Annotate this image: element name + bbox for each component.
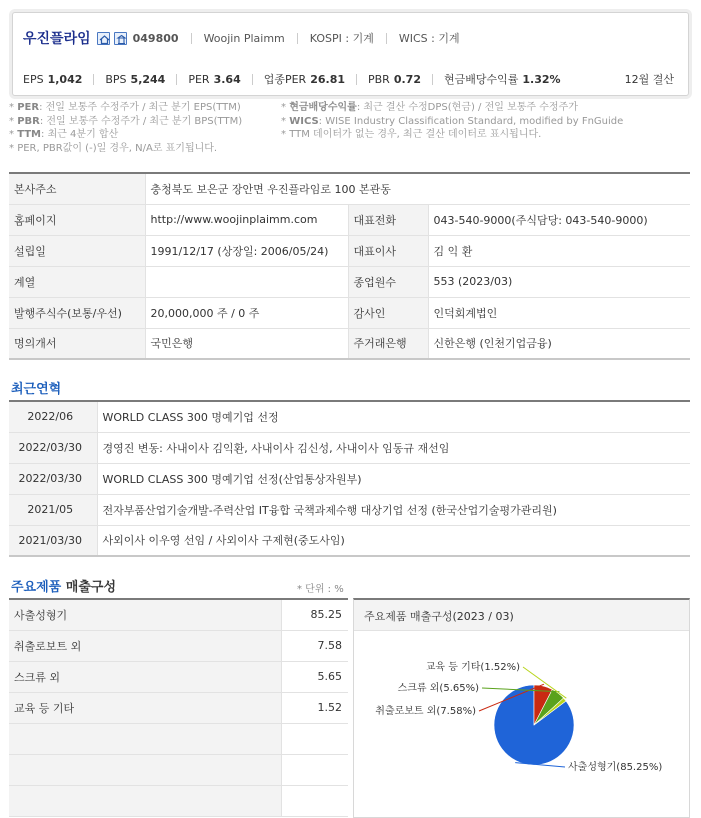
main-bank-label: 주거래은행 bbox=[348, 328, 428, 359]
divider bbox=[191, 33, 192, 44]
address-value: 충청북도 보은군 장안면 우진플라임로 100 본관동 bbox=[145, 173, 690, 204]
product-name bbox=[9, 785, 281, 816]
unit-note: * 단위 : % bbox=[297, 584, 344, 595]
founded-value: 1991/12/17 (상장일: 2006/05/24) bbox=[145, 235, 348, 266]
homepage-link[interactable]: http://www.woojinplaimm.com bbox=[145, 204, 348, 235]
building-icon[interactable] bbox=[114, 32, 127, 45]
table-row bbox=[9, 754, 348, 785]
table-row bbox=[9, 494, 690, 525]
table-row bbox=[9, 785, 348, 816]
history-date: 2022/06 bbox=[9, 401, 97, 432]
market-sector: KOSPI : 기계 bbox=[309, 32, 374, 45]
table-row bbox=[9, 630, 348, 661]
table-row bbox=[9, 328, 690, 359]
table-row bbox=[9, 692, 348, 723]
product-name: 스크류 외 bbox=[9, 661, 281, 692]
history-date: 2021/05 bbox=[9, 494, 97, 525]
table-row bbox=[9, 401, 690, 432]
history-date: 2022/03/30 bbox=[9, 463, 97, 494]
note-ttm: * TTM: 최근 4분기 합산 bbox=[9, 129, 119, 141]
footnotes-right bbox=[281, 101, 623, 142]
table-row bbox=[9, 599, 348, 630]
home-icon[interactable] bbox=[97, 32, 110, 45]
product-share bbox=[281, 723, 348, 754]
history-desc: 전자부품산업기술개발-주력산업 IT융합 국책과제수행 대상기업 선정 (한국산업기술평가관리원) bbox=[97, 494, 690, 525]
main-bank-value: 신한은행 (인천기업금융) bbox=[428, 328, 690, 359]
ceo-value: 김 익 환 bbox=[428, 235, 690, 266]
sales-pie-chart bbox=[354, 633, 689, 818]
auditor-label: 감사인 bbox=[348, 297, 428, 328]
table-row bbox=[9, 297, 690, 328]
note-dividend: * 현금배당수익률: 최근 결산 수정DPS(현금) / 전일 보통주 수정주가 bbox=[281, 102, 578, 113]
shares-label: 발행주식수(보통/우선) bbox=[9, 297, 145, 328]
employees-label: 종업원수 bbox=[348, 266, 428, 297]
company-name: 우진플라임 bbox=[23, 31, 91, 47]
note-negative: * PER, PBR값이 (-)일 경우, N/A로 표기됩니다. bbox=[9, 142, 218, 154]
history-table bbox=[9, 400, 690, 557]
company-header-card bbox=[12, 12, 689, 96]
products-title: 주요제품 매출구성 bbox=[11, 580, 116, 595]
product-name bbox=[9, 723, 281, 754]
history-date: 2022/03/30 bbox=[9, 432, 97, 463]
phone-value: 043-540-9000(주식담당: 043-540-9000) bbox=[428, 204, 690, 235]
company-title-row bbox=[23, 27, 460, 49]
wics-sector: WICS : 기계 bbox=[398, 32, 460, 45]
transfer-agent-label: 명의개서 bbox=[9, 328, 145, 359]
pie-label-2: 스크류 외(5.65%) bbox=[397, 683, 479, 694]
phone-label: 대표전화 bbox=[348, 204, 428, 235]
product-share: 1.52 bbox=[281, 692, 348, 723]
products-table bbox=[9, 598, 348, 817]
product-share: 5.65 bbox=[281, 661, 348, 692]
history-title: 최근연혁 bbox=[11, 382, 62, 397]
settlement-month: 12월 결산 bbox=[624, 73, 674, 86]
table-row bbox=[9, 432, 690, 463]
table-row bbox=[9, 266, 690, 297]
table-row bbox=[9, 661, 348, 692]
product-name: 사출성형기 bbox=[9, 599, 281, 630]
table-row bbox=[9, 525, 690, 556]
pie-label-1: 취출로보트 외(7.58%) bbox=[375, 706, 476, 717]
history-desc: WORLD CLASS 300 명예기업 선정(산업통상자원부) bbox=[97, 463, 690, 494]
product-share bbox=[281, 785, 348, 816]
metrics-row bbox=[23, 71, 561, 87]
company-info-table bbox=[9, 172, 690, 360]
stock-code: 049800 bbox=[132, 31, 179, 45]
homepage-label: 홈페이지 bbox=[9, 204, 145, 235]
history-date: 2021/03/30 bbox=[9, 525, 97, 556]
note-wics: * WICS: WISE Industry Classification Standard, modified by FnGuide bbox=[281, 115, 624, 127]
note-ttm-missing: * TTM 데이터가 없는 경우, 최근 결산 데이터로 표시됩니다. bbox=[281, 129, 542, 141]
product-share bbox=[281, 754, 348, 785]
transfer-agent-value: 국민은행 bbox=[145, 328, 348, 359]
pie-label-0: 사출성형기(85.25%) bbox=[568, 762, 663, 773]
metric-bps: BPS 5,244 bbox=[105, 72, 166, 86]
product-name: 교육 등 기타 bbox=[9, 692, 281, 723]
table-row bbox=[9, 173, 690, 204]
product-name bbox=[9, 754, 281, 785]
footnotes-left bbox=[9, 101, 279, 155]
note-pbr: * PBR: 전일 보통주 수정주가 / 최근 분기 BPS(TTM) bbox=[9, 115, 243, 127]
founded-label: 설립일 bbox=[9, 235, 145, 266]
divider bbox=[386, 33, 387, 44]
history-desc: 경영진 변동: 사내이사 김익환, 사내이사 김신성, 사내이사 임동규 재선임 bbox=[97, 432, 690, 463]
metric-industry-per: 업종PER 26.81 bbox=[263, 73, 345, 86]
product-name: 취출로보트 외 bbox=[9, 630, 281, 661]
group-label: 계열 bbox=[9, 266, 145, 297]
history-desc: 사외이사 이우영 선임 / 사외이사 구제현(중도사임) bbox=[97, 525, 690, 556]
shares-value: 20,000,000 주 / 0 주 bbox=[145, 297, 348, 328]
pie-label-3: 교육 등 기타(1.52%) bbox=[425, 662, 520, 673]
chart-title: 주요제품 매출구성(2023 / 03) bbox=[354, 600, 689, 631]
sales-pie-panel bbox=[353, 598, 690, 818]
metric-dividend-yield: 현금배당수익률 1.32% bbox=[443, 73, 561, 86]
auditor-value: 인덕회계법인 bbox=[428, 297, 690, 328]
table-row bbox=[9, 235, 690, 266]
metric-pbr: PBR 0.72 bbox=[368, 72, 421, 86]
table-row bbox=[9, 204, 690, 235]
note-per: * PER: 전일 보통주 수정주가 / 최근 분기 EPS(TTM) bbox=[9, 102, 241, 113]
english-name: Woojin Plaimm bbox=[203, 31, 285, 45]
address-label: 본사주소 bbox=[9, 173, 145, 204]
group-value bbox=[145, 266, 348, 297]
metric-per: PER 3.64 bbox=[188, 72, 241, 86]
ceo-label: 대표이사 bbox=[348, 235, 428, 266]
product-share: 85.25 bbox=[281, 599, 348, 630]
employees-value: 553 (2023/03) bbox=[428, 266, 690, 297]
history-desc: WORLD CLASS 300 명예기업 선정 bbox=[97, 401, 690, 432]
divider bbox=[297, 33, 298, 44]
table-row bbox=[9, 723, 348, 754]
metric-eps: EPS 1,042 bbox=[23, 72, 83, 86]
table-row bbox=[9, 463, 690, 494]
product-share: 7.58 bbox=[281, 630, 348, 661]
